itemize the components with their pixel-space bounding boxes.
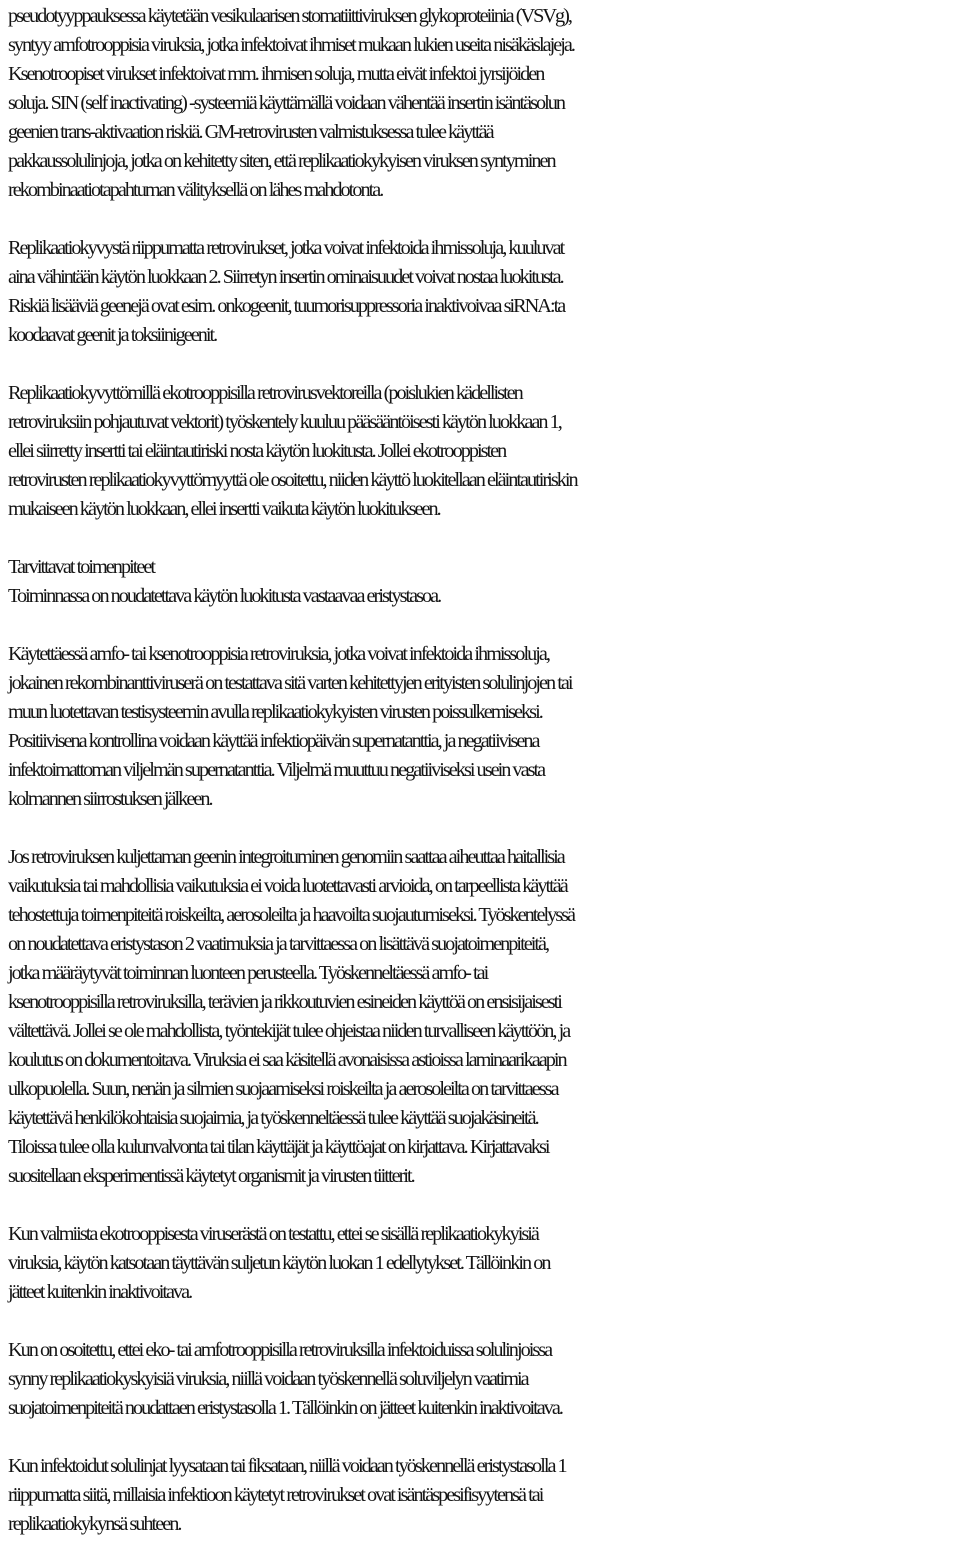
paragraph-testing [8, 640, 960, 814]
paragraph-ecotropic-vectors [8, 379, 960, 524]
text-line: pseudotyyppauksessa käytetään vesikulaarisen stomatiittiviruksen glykoproteiinia (VSVg), [8, 5, 571, 27]
text-line: pakkaussolulinjoja, jotka on kehitetty siten, että replikaatiokykyisen viruksen syntyminen [8, 150, 555, 172]
text-line: mukaiseen käytön luokkaan, ellei insertti vaikuta käytön luokitukseen. [8, 498, 440, 520]
text-line: Kun infektoidut solulinjat lyysataan tai fiksataan, niillä voidaan työskennellä eristystasolla 1 [8, 1455, 566, 1477]
text-line: jätteet kuitenkin inaktivoitava. [8, 1281, 192, 1303]
text-line: Toiminnassa on noudatettava käytön luokitusta vastaavaa eristystasoa. [8, 585, 441, 607]
text-line: retrovirusten replikaatiokyvyttömyyttä ole osoitettu, niiden käyttö luokitellaan eläintautiriskin [8, 469, 577, 491]
text-line: Kun valmiista ekotrooppisesta viruserästä on testattu, ettei se sisällä replikaatiokykyisiä [8, 1223, 538, 1245]
paragraph-required-measures [8, 553, 960, 611]
text-line: käytettävä henkilökohtaisia suojaimia, ja työskenneltäessä tulee käyttää suojakäsineitä. [8, 1107, 538, 1129]
text-line: geenien trans-aktivaation riskiä. GM-retrovirusten valmistuksessa tulee käyttää [8, 121, 493, 143]
text-line: jotka määräytyvät toiminnan luonteen perusteella. Työskenneltäessä amfo- tai [8, 962, 488, 984]
text-line: riippumatta siitä, millaisia infektioon käytetyt retrovirukset ovat isäntäspesifisyytensä tai [8, 1484, 543, 1506]
text-line: ulkopuolella. Suun, nenän ja silmien suojaamiseksi roiskeilta ja aerosoleilta on tarvittaessa [8, 1078, 558, 1100]
text-line: rekombinaatiotapahtuman välityksellä on lähes mahdotonta. [8, 179, 383, 201]
paragraph-enhanced-protection [8, 843, 960, 1191]
text-line: synny replikaatiokyskyisiä viruksia, niillä voidaan työskennellä soluviljelyn vaatimia [8, 1368, 528, 1390]
text-line: Replikaatiokyvyttömillä ekotrooppisilla retrovirusvektoreilla (poislukien kädellisten [8, 382, 522, 404]
paragraph-infected-cell-lines [8, 1336, 960, 1423]
paragraph-tested-batch [8, 1220, 960, 1307]
text-line: syntyy amfotrooppisia viruksia, jotka infektoivat ihmiset mukaan lukien useita nisäkäslajeja. [8, 34, 574, 56]
text-line: vaikutuksia tai mahdollisia vaikutuksia ei voida luotettavasti arvioida, on tarpeellista käyttää [8, 875, 567, 897]
text-line: jokainen rekombinanttiviruserä on testattava sitä varten kehitettyjen erityisten solulinjojen tai [8, 672, 572, 694]
text-line: suositellaan eksperimentissä käytetyt organismit ja virusten tiitterit. [8, 1165, 414, 1187]
text-line: kolmannen siirrostuksen jälkeen. [8, 788, 212, 810]
text-line: Ksenotroopiset virukset infektoivat mm. ihmisen soluja, mutta eivät infektoi jyrsijöiden [8, 63, 544, 85]
text-line: Jos retroviruksen kuljettaman geenin integroituminen genomiin saattaa aiheuttaa haitallisia [8, 846, 564, 868]
text-line: viruksia, käytön katsotaan täyttävän suljetun käytön luokan 1 edellytykset. Tällöinkin on [8, 1252, 550, 1274]
text-line: infektoimattoman viljelmän supernatanttia. Viljelmä muuttuu negatiiviseksi usein vasta [8, 759, 545, 781]
text-line: tehostettuja toimenpiteitä roiskeilta, aerosoleilta ja haavoilta suojautumiseksi. Työskentelyssä [8, 904, 575, 926]
text-line: Kun on osoitettu, ettei eko- tai amfotrooppisilla retroviruksilla infektoiduissa solulinjoissa [8, 1339, 552, 1361]
paragraph-lysed-cell-lines [8, 1452, 960, 1539]
text-line: replikaatiokykynsä suhteen. [8, 1513, 181, 1535]
text-line: on noudatettava eristystason 2 vaatimuksia ja tarvittaessa on lisättävä suojatoimenpiteitä, [8, 933, 549, 955]
text-line: suojatoimenpiteitä noudattaen eristystasolla 1. Tällöinkin on jätteet kuitenkin inaktivoitava. [8, 1397, 562, 1419]
text-line: aina vähintään käytön luokkaan 2. Siirretyn insertin ominaisuudet voivat nostaa luokitusta. [8, 266, 563, 288]
text-line: ksenotrooppisilla retroviruksilla, terävien ja rikkoutuvien esineiden käyttöä on ensisijaisesti [8, 991, 561, 1013]
text-line: Replikaatiokyvystä riippumatta retrovirukset, jotka voivat infektoida ihmissoluja, kuuluvat [8, 237, 564, 259]
text-line: muun luotettavan testisysteemin avulla replikaatiokykyisten virusten poissulkemiseksi. [8, 701, 542, 723]
paragraph-risk-class [8, 234, 960, 350]
text-line: koodaavat geenit ja toksiinigeenit. [8, 324, 217, 346]
text-line: Tiloissa tulee olla kulunvalvonta tai tilan käyttäjät ja käyttöajat on kirjattava. Kirjattavaksi [8, 1136, 549, 1158]
text-line: vältettävä. Jollei se ole mahdollista, työntekijät tulee ohjeistaa niiden turvalliseen käyttöön, ja [8, 1020, 570, 1042]
section-heading: Tarvittavat toimenpiteet [8, 556, 154, 578]
text-line: soluja. SIN (self inactivating) -systeemiä käyttämällä voidaan vähentää insertin isäntäsolun [8, 92, 565, 114]
text-line: Käytettäessä amfo- tai ksenotrooppisia retroviruksia, jotka voivat infektoida ihmissoluja, [8, 643, 549, 665]
text-line: koulutus on dokumentoitava. Viruksia ei saa käsitellä avonaisissa astioissa laminaarikaapin [8, 1049, 566, 1071]
text-line: Positiivisena kontrollina voidaan käyttää infektiopäivän supernatanttia, ja negatiivisena [8, 730, 539, 752]
text-line: Riskiä lisääviä geenejä ovat esim. onkogeenit, tuumorisuppressoria inaktivoivaa siRNA:ta [8, 295, 565, 317]
text-line: retroviruksiin pohjautuvat vektorit) työskentely kuuluu pääsääntöisesti käytön luokkaan 1, [8, 411, 561, 433]
paragraph-pseudotyping [8, 2, 960, 205]
text-line: ellei siirretty insertti tai eläintautiriski nosta käytön luokitusta. Jollei ekotrooppisten [8, 440, 506, 462]
